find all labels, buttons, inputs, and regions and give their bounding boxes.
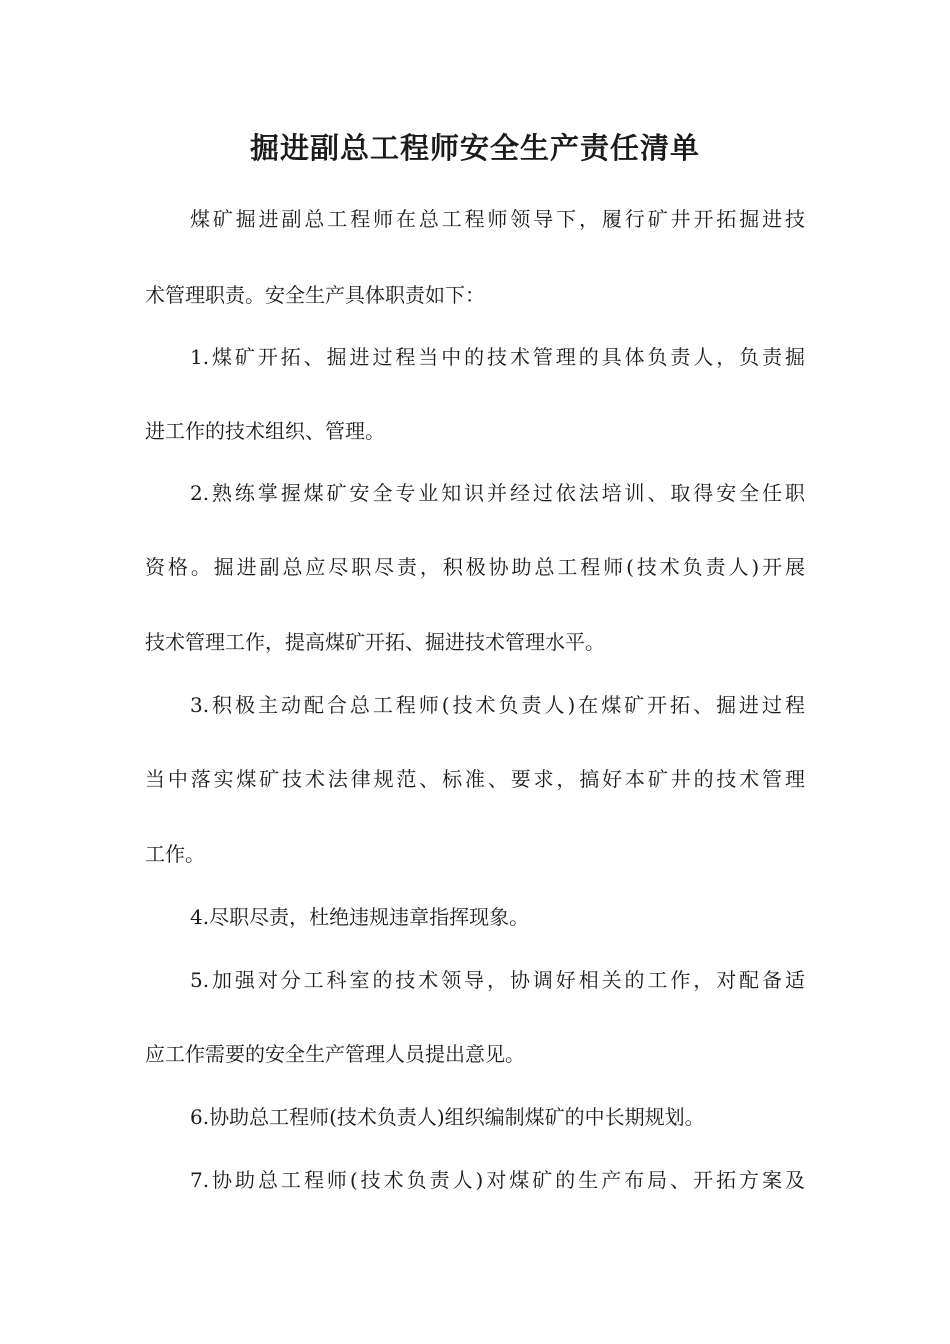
paragraph-line: 3.积极主动配合总工程师(技术负责人)在煤矿开拓、掘进过程 — [190, 693, 805, 717]
paragraph-line: 4.尽职尽责，杜绝违规违章指挥现象。 — [190, 905, 530, 929]
paragraph-line: 煤矿掘进副总工程师在总工程师领导下，履行矿井开拓掘进技 — [190, 207, 805, 231]
paragraph-line: 1.煤矿开拓、掘进过程当中的技术管理的具体负责人，负责掘 — [190, 345, 805, 369]
paragraph-line: 工作。 — [145, 842, 205, 866]
paragraph-line: 应工作需要的安全生产管理人员提出意见。 — [145, 1042, 525, 1066]
paragraph-line: 进工作的技术组织、管理。 — [145, 419, 385, 443]
paragraph-line: 术管理职责。安全生产具体职责如下： — [145, 283, 485, 307]
paragraph-line: 5.加强对分工科室的技术领导，协调好相关的工作，对配备适 — [190, 968, 805, 992]
paragraph-line: 6.协助总工程师(技术负责人)组织编制煤矿的中长期规划。 — [190, 1105, 705, 1129]
paragraph-line: 资格。掘进副总应尽职尽责，积极协助总工程师(技术负责人)开展 — [145, 555, 805, 579]
paragraph-line: 2.熟练掌握煤矿安全专业知识并经过依法培训、取得安全任职 — [190, 481, 805, 505]
paragraph-line: 7.协助总工程师(技术负责人)对煤矿的生产布局、开拓方案及 — [190, 1168, 805, 1192]
document-title: 掘进副总工程师安全生产责任清单 — [249, 131, 700, 165]
paragraph-line: 技术管理工作，提高煤矿开拓、掘进技术管理水平。 — [145, 630, 605, 654]
paragraph-line: 当中落实煤矿技术法律规范、标准、要求，搞好本矿井的技术管理 — [145, 767, 805, 791]
